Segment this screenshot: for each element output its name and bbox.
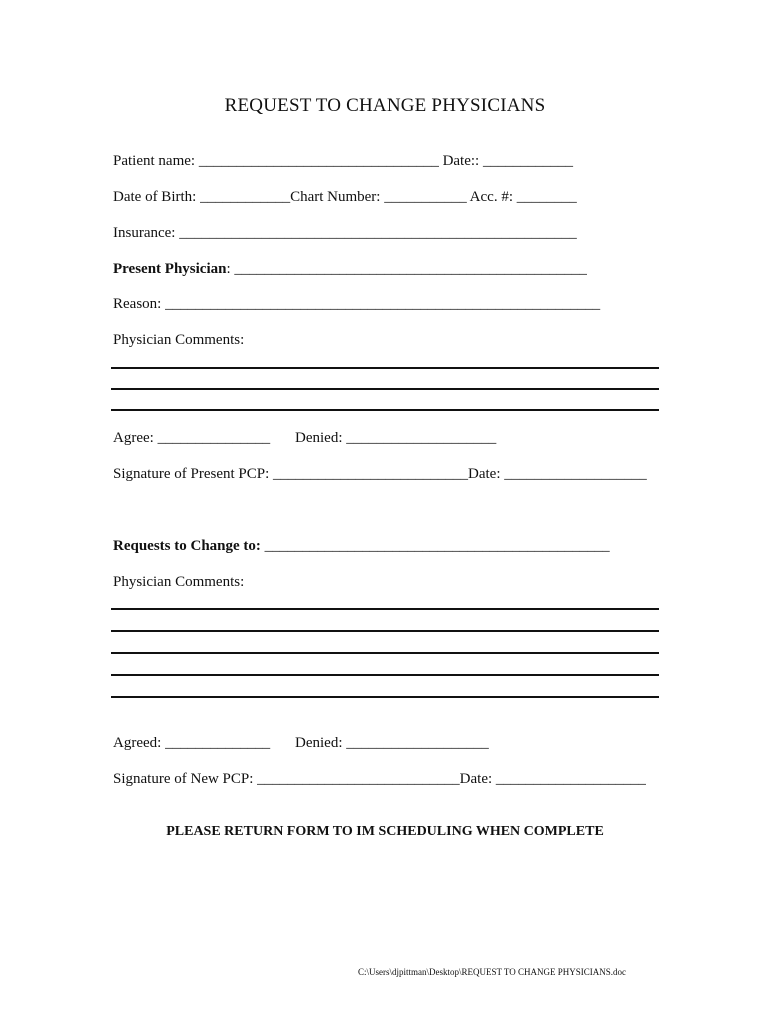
comment-line[interactable] bbox=[111, 367, 659, 369]
insurance-row bbox=[113, 225, 577, 242]
requests-change-field[interactable]: ______________________________________________ bbox=[264, 538, 610, 554]
denied-field[interactable]: ____________________ bbox=[346, 430, 497, 446]
patient-name-label: Patient name: bbox=[113, 153, 196, 169]
signature-present-date-label: Date: bbox=[468, 466, 501, 482]
signature-new-date-field[interactable]: ____________________ bbox=[495, 771, 646, 787]
comment-line[interactable] bbox=[111, 696, 659, 698]
agree-field[interactable]: _______________ bbox=[157, 430, 271, 446]
present-physician-field[interactable]: _______________________________________________ bbox=[234, 261, 587, 277]
dob-row bbox=[113, 189, 577, 206]
file-path-footer: C:\Users\djpittman\Desktop\REQUEST TO CHANGE PHYSICIANS.doc bbox=[358, 967, 627, 977]
comment-line[interactable] bbox=[111, 608, 659, 610]
chart-number-label: Chart Number: bbox=[290, 189, 381, 205]
signature-present-label: Signature of Present PCP: bbox=[113, 466, 270, 482]
physician-comments-label: Physician Comments: bbox=[113, 332, 245, 348]
signature-new-label: Signature of New PCP: bbox=[113, 771, 254, 787]
comment-line[interactable] bbox=[111, 409, 659, 411]
agreed-field[interactable]: ______________ bbox=[165, 735, 271, 751]
chart-number-field[interactable]: ___________ bbox=[384, 189, 467, 205]
comment-line[interactable] bbox=[111, 630, 659, 632]
physician-comments-label-2: Physician Comments: bbox=[113, 574, 245, 590]
present-physician-label: Present Physician bbox=[113, 261, 227, 277]
denied-label-2: Denied: bbox=[295, 735, 343, 751]
denied-label: Denied: bbox=[295, 430, 343, 446]
signature-new-row bbox=[113, 771, 646, 788]
denied-row bbox=[295, 430, 496, 447]
acc-field[interactable]: ________ bbox=[516, 189, 577, 205]
requests-change-label: Requests to Change to: bbox=[113, 538, 261, 554]
agreed-row bbox=[113, 735, 270, 752]
denied-field-2[interactable]: ___________________ bbox=[346, 735, 489, 751]
dob-field[interactable]: ____________ bbox=[200, 189, 291, 205]
dob-label: Date of Birth: bbox=[113, 189, 197, 205]
requests-change-row bbox=[113, 538, 610, 555]
agreed-label: Agreed: bbox=[113, 735, 162, 751]
agree-row bbox=[113, 430, 270, 447]
insurance-field[interactable]: _____________________________________________________ bbox=[179, 225, 577, 241]
present-physician-row bbox=[113, 261, 587, 278]
signature-present-field[interactable]: __________________________ bbox=[273, 466, 468, 482]
reason-row bbox=[113, 296, 600, 313]
signature-present-row bbox=[113, 466, 647, 483]
patient-name-row bbox=[113, 153, 573, 170]
reason-label: Reason: bbox=[113, 296, 162, 312]
patient-name-field[interactable]: ________________________________ bbox=[198, 153, 439, 169]
date-field[interactable]: ____________ bbox=[482, 153, 573, 169]
signature-new-field[interactable]: ___________________________ bbox=[257, 771, 460, 787]
signature-new-date-label: Date: bbox=[459, 771, 493, 787]
signature-present-date-field[interactable]: ___________________ bbox=[504, 466, 647, 482]
acc-label: Acc. #: bbox=[469, 189, 513, 205]
return-instructions: PLEASE RETURN FORM TO IM SCHEDULING WHEN COMPLETE bbox=[166, 824, 604, 839]
comment-line[interactable] bbox=[111, 388, 659, 390]
reason-field[interactable]: __________________________________________________________ bbox=[165, 296, 601, 312]
present-physician-colon: : bbox=[226, 261, 231, 277]
agree-label: Agree: bbox=[113, 430, 154, 446]
date-label: Date:: bbox=[442, 153, 480, 169]
denied-row-2 bbox=[295, 735, 489, 752]
page-title: REQUEST TO CHANGE PHYSICIANS bbox=[224, 95, 546, 116]
insurance-label: Insurance: bbox=[113, 225, 176, 241]
comment-line[interactable] bbox=[111, 652, 659, 654]
comment-line[interactable] bbox=[111, 674, 659, 676]
